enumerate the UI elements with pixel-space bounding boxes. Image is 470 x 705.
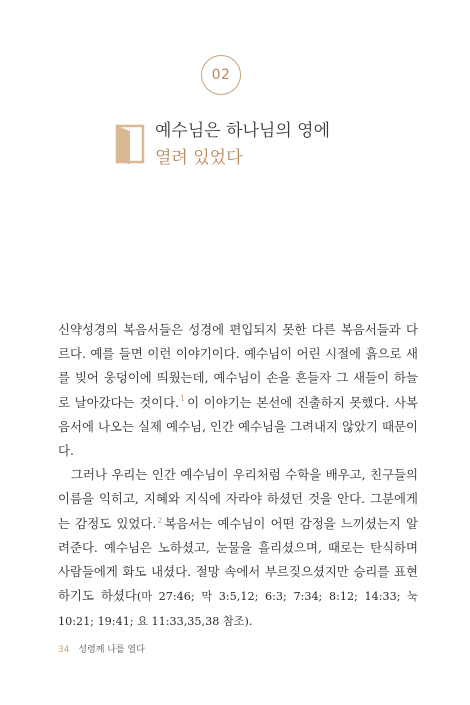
running-book-title: 성령께 나를 열다 (78, 645, 145, 655)
page-footer (58, 642, 145, 655)
open-door-icon (115, 124, 145, 164)
scripture-references: (마 27:46; 막 3:5,12; 6:3; 7:34; 8:12; 14:33; 눅 10:21; 19:41; 요 11:33,35,38 참조). (58, 590, 418, 629)
paragraph-2-text: 그러나 우리는 인간 예수님이 우리처럼 수학을 배우고, 친구들의 이름을 익히고, 지혜와 지식에 자라야 하셨던 것을 안다. 그분에게는 감정도 있었다. (58, 467, 418, 531)
paragraph-1 (58, 318, 418, 463)
chapter-number-badge (201, 55, 241, 95)
paragraph-2 (58, 463, 418, 634)
chapter-title-line2: 열려 있었다 (155, 148, 243, 168)
footnote-marker-2[interactable]: 2 (157, 515, 163, 525)
chapter-title (155, 118, 330, 172)
paragraph-1-text: 신약성경의 복음서들은 성경에 편입되지 못한 다른 복음서들과 다르다. 예를 들면 이런 이야기이다. 예수님이 어린 시절에 흙으로 새를 빚어 웅덩이에 띄웠는데, 예수님이 손을 흔들자 그 새들이 하늘로 날아갔다는 것이다. (58, 322, 418, 410)
body-text (58, 318, 418, 635)
paragraph-1-text-cont: 이 이야기는 본선에 진출하지 못했다. 사복음서에 나오는 실제 예수님, 인간 예수님을 그려내지 않았기 때문이다. (58, 394, 418, 459)
paragraph-2-text-cont: 복음서는 예수님이 어떤 감정을 느끼셨는지 알려준다. 예수님은 노하셨고, 눈물을 흘리셨으며, 때로는 탄식하며 사람들에게 화도 내셨다. 절망 속에서 부르짖으셨지만 승리를 표현하기도 하셨다 (58, 515, 418, 604)
footnote-marker-1[interactable]: 1 (180, 394, 186, 404)
chapter-number: 02 (211, 67, 231, 83)
page-number: 34 (58, 645, 70, 655)
chapter-title-line1: 예수님은 하나님의 영에 (155, 121, 331, 141)
